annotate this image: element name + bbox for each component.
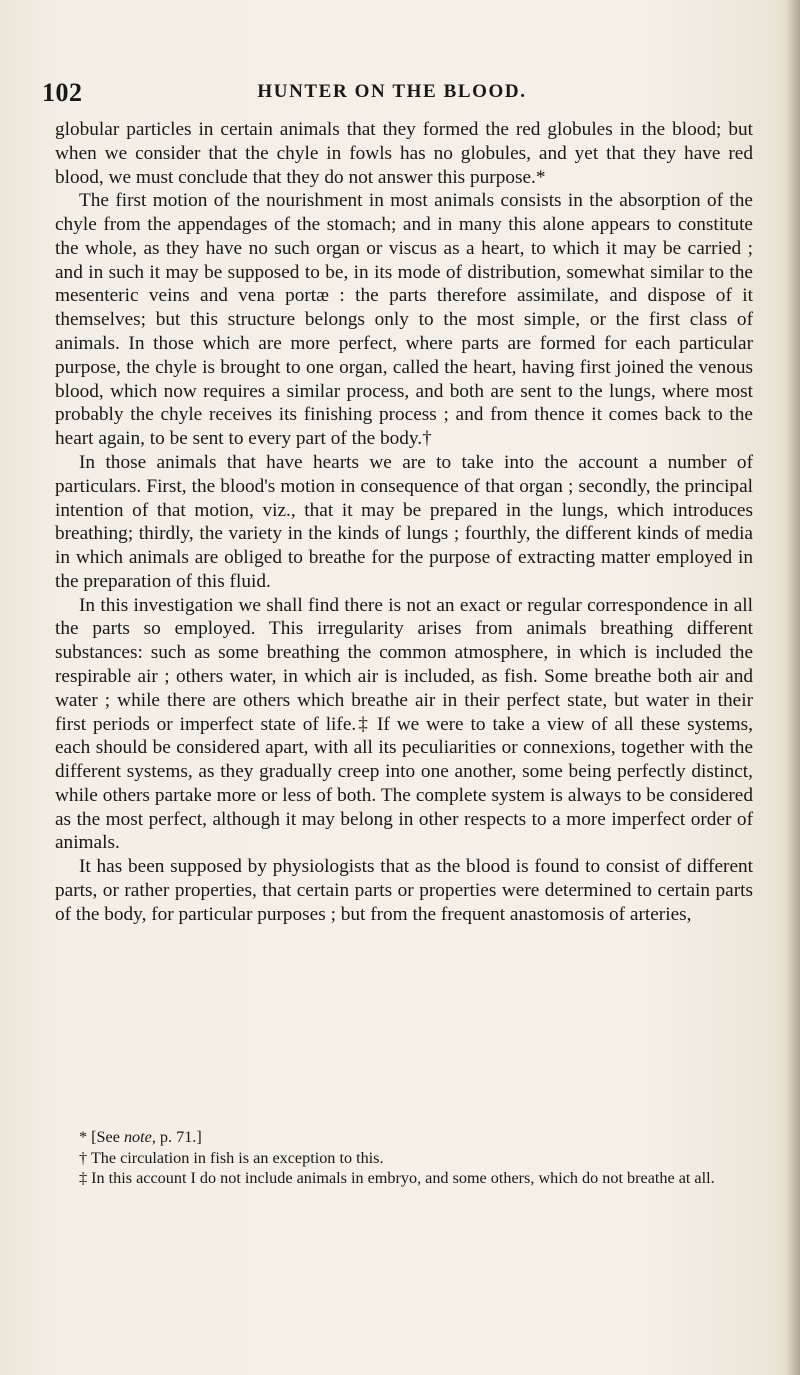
page-number: 102	[42, 78, 83, 107]
paragraph-4: In this investigation we shall find there is not an exact or regular correspondence in all the parts so employed. This irregularity arises from animals breathing different substances: such as some breathing the common atmosphere, in which is included the respirable air ; others water, in which air is included, as fish. Some breathe both air and water ; while there are others which breathe air in their perfect state, but water in their first periods or imperfect state of life.‡ If we were to take a view of all these systems, each should be considered apart, with all its peculiarities or connexions, together with the different systems, as they gradually creep into one another, some being perfectly distinct, while others partake more or less of both. The complete system is always to be considered as the most perfect, although it may belong in other respects to a more imperfect order of animals.	[55, 594, 753, 854]
footnote-mark: *	[79, 1128, 88, 1146]
footnote-text: In this account I do not include animals in embryo, and some others, which do not breathe at all.	[91, 1169, 715, 1188]
footnote-emphasis: note,	[123, 1128, 156, 1146]
footnote-2	[55, 1148, 753, 1169]
footnote-text: p. 71.]	[155, 1128, 202, 1146]
footnote-3	[55, 1168, 753, 1189]
footnotes	[55, 1127, 753, 1189]
footnote-text: The circulation in fish is an exception to this.	[90, 1148, 384, 1167]
running-head: HUNTER ON THE BLOOD.	[257, 81, 527, 102]
paragraph-3: In those animals that have hearts we are to take into the account a number of particulars. First, the blood's motion in consequence of that organ ; secondly, the principal intention of that motion, viz., that it may be prepared in the lungs, which introduces breathing; thirdly, the variety in the kinds of lungs ; fourthly, the different kinds of media in which animals are obliged to breathe for the purpose of extracting matter employed in the preparation of this fluid.	[55, 451, 753, 592]
page-header	[42, 78, 742, 112]
page-edge-shadow	[786, 0, 800, 1375]
footnote-text: [See	[91, 1128, 124, 1146]
paragraph-5: It has been supposed by physiologists that as the blood is found to consist of different parts, or rather properties, that certain parts or properties were determined to certain parts of the body, for particular purposes ; but from the frequent anastomosis of arteries,	[55, 856, 753, 925]
body-text	[55, 118, 753, 927]
footnote-1	[55, 1127, 753, 1148]
paragraph-1: globular particles in certain animals that they formed the red globules in the blood; but when we consider that the chyle in fowls has no globules, and yet that they have red blood, we must conclude that they do not answer this purpose.*	[55, 119, 753, 188]
paragraph-2: The first motion of the nourishment in most animals consists in the absorption of the chyle from the appendages of the stomach; and in many this alone appears to constitute the whole, as they have no such organ or viscus as a heart, to which it may be carried ; and in such it may be supposed to be, in its mode of distribution, somewhat similar to the mesenteric veins and vena portæ : the parts therefore assimilate, and dispose of it themselves; but this structure belongs only to the most simple, or the first class of animals. In those which are more perfect, where parts are formed for each particular purpose, the chyle is brought to one organ, called the heart, having first joined the venous blood, which now requires a similar process, and both are sent to the lungs, where most probably the chyle receives its finishing process ; and from thence it comes back to the heart again, to be sent to every part of the body.†	[55, 190, 753, 450]
footnote-mark: ‡	[79, 1169, 88, 1188]
footnote-mark: †	[79, 1148, 88, 1167]
